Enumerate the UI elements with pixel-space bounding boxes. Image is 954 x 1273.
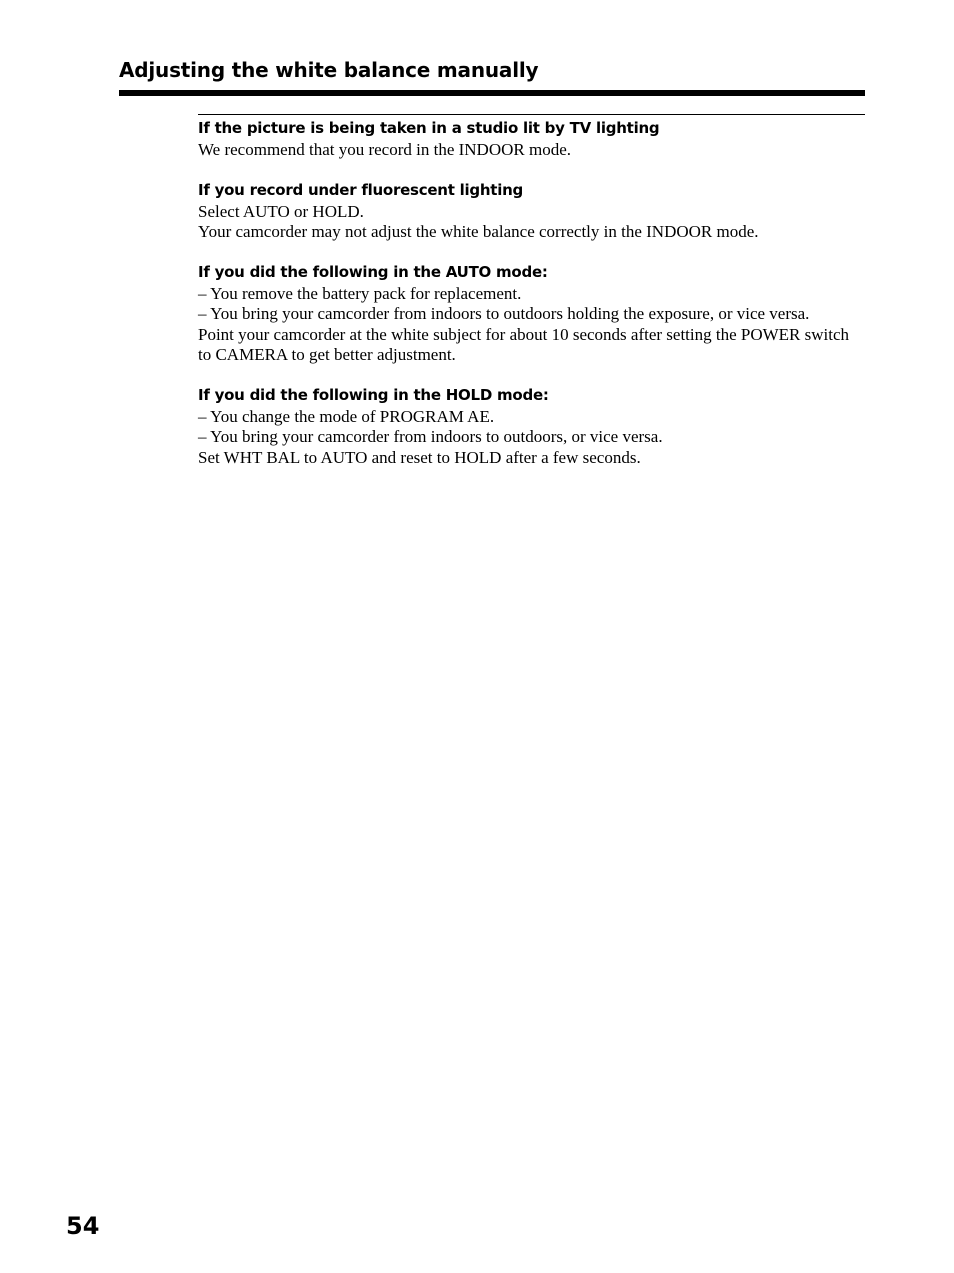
section-heading: If you did the following in the HOLD mode: — [198, 385, 549, 404]
list-item: – You remove the battery pack for replacement. — [198, 283, 522, 303]
list-item: – You bring your camcorder from indoors to outdoors holding the exposure, or vice versa. — [198, 304, 810, 323]
list-item: – You change the mode of PROGRAM AE. — [198, 406, 495, 426]
paragraph: Select AUTO or HOLD. — [198, 201, 364, 221]
section-hold-mode — [198, 385, 865, 469]
paragraph: Your camcorder may not adjust the white balance correctly in the INDOOR mode. — [198, 222, 759, 241]
paragraph: Set WHT BAL to AUTO and reset to HOLD after a few seconds. — [198, 447, 641, 467]
section-auto-mode — [198, 262, 865, 366]
paragraph: We recommend that you record in the INDOOR mode. — [198, 140, 571, 159]
section-heading: If the picture is being taken in a studio lit by TV lighting — [198, 119, 660, 137]
page-header — [119, 56, 865, 84]
page-number: 54 — [66, 1212, 100, 1240]
paragraph: Point your camcorder at the white subject for about 10 seconds after setting the POWER switch to CAMERA to get better adjustment. — [198, 324, 850, 364]
header-rule — [119, 90, 865, 96]
section-fluorescent-lighting — [198, 180, 865, 243]
page-title: Adjusting the white balance manually — [119, 58, 539, 82]
section-heading: If you did the following in the AUTO mode: — [198, 262, 548, 281]
section-tv-lighting — [198, 115, 865, 161]
content-body — [198, 114, 865, 487]
section-heading: If you record under fluorescent lighting — [198, 180, 524, 199]
list-item: – You bring your camcorder from indoors to outdoors, or vice versa. — [198, 427, 663, 446]
